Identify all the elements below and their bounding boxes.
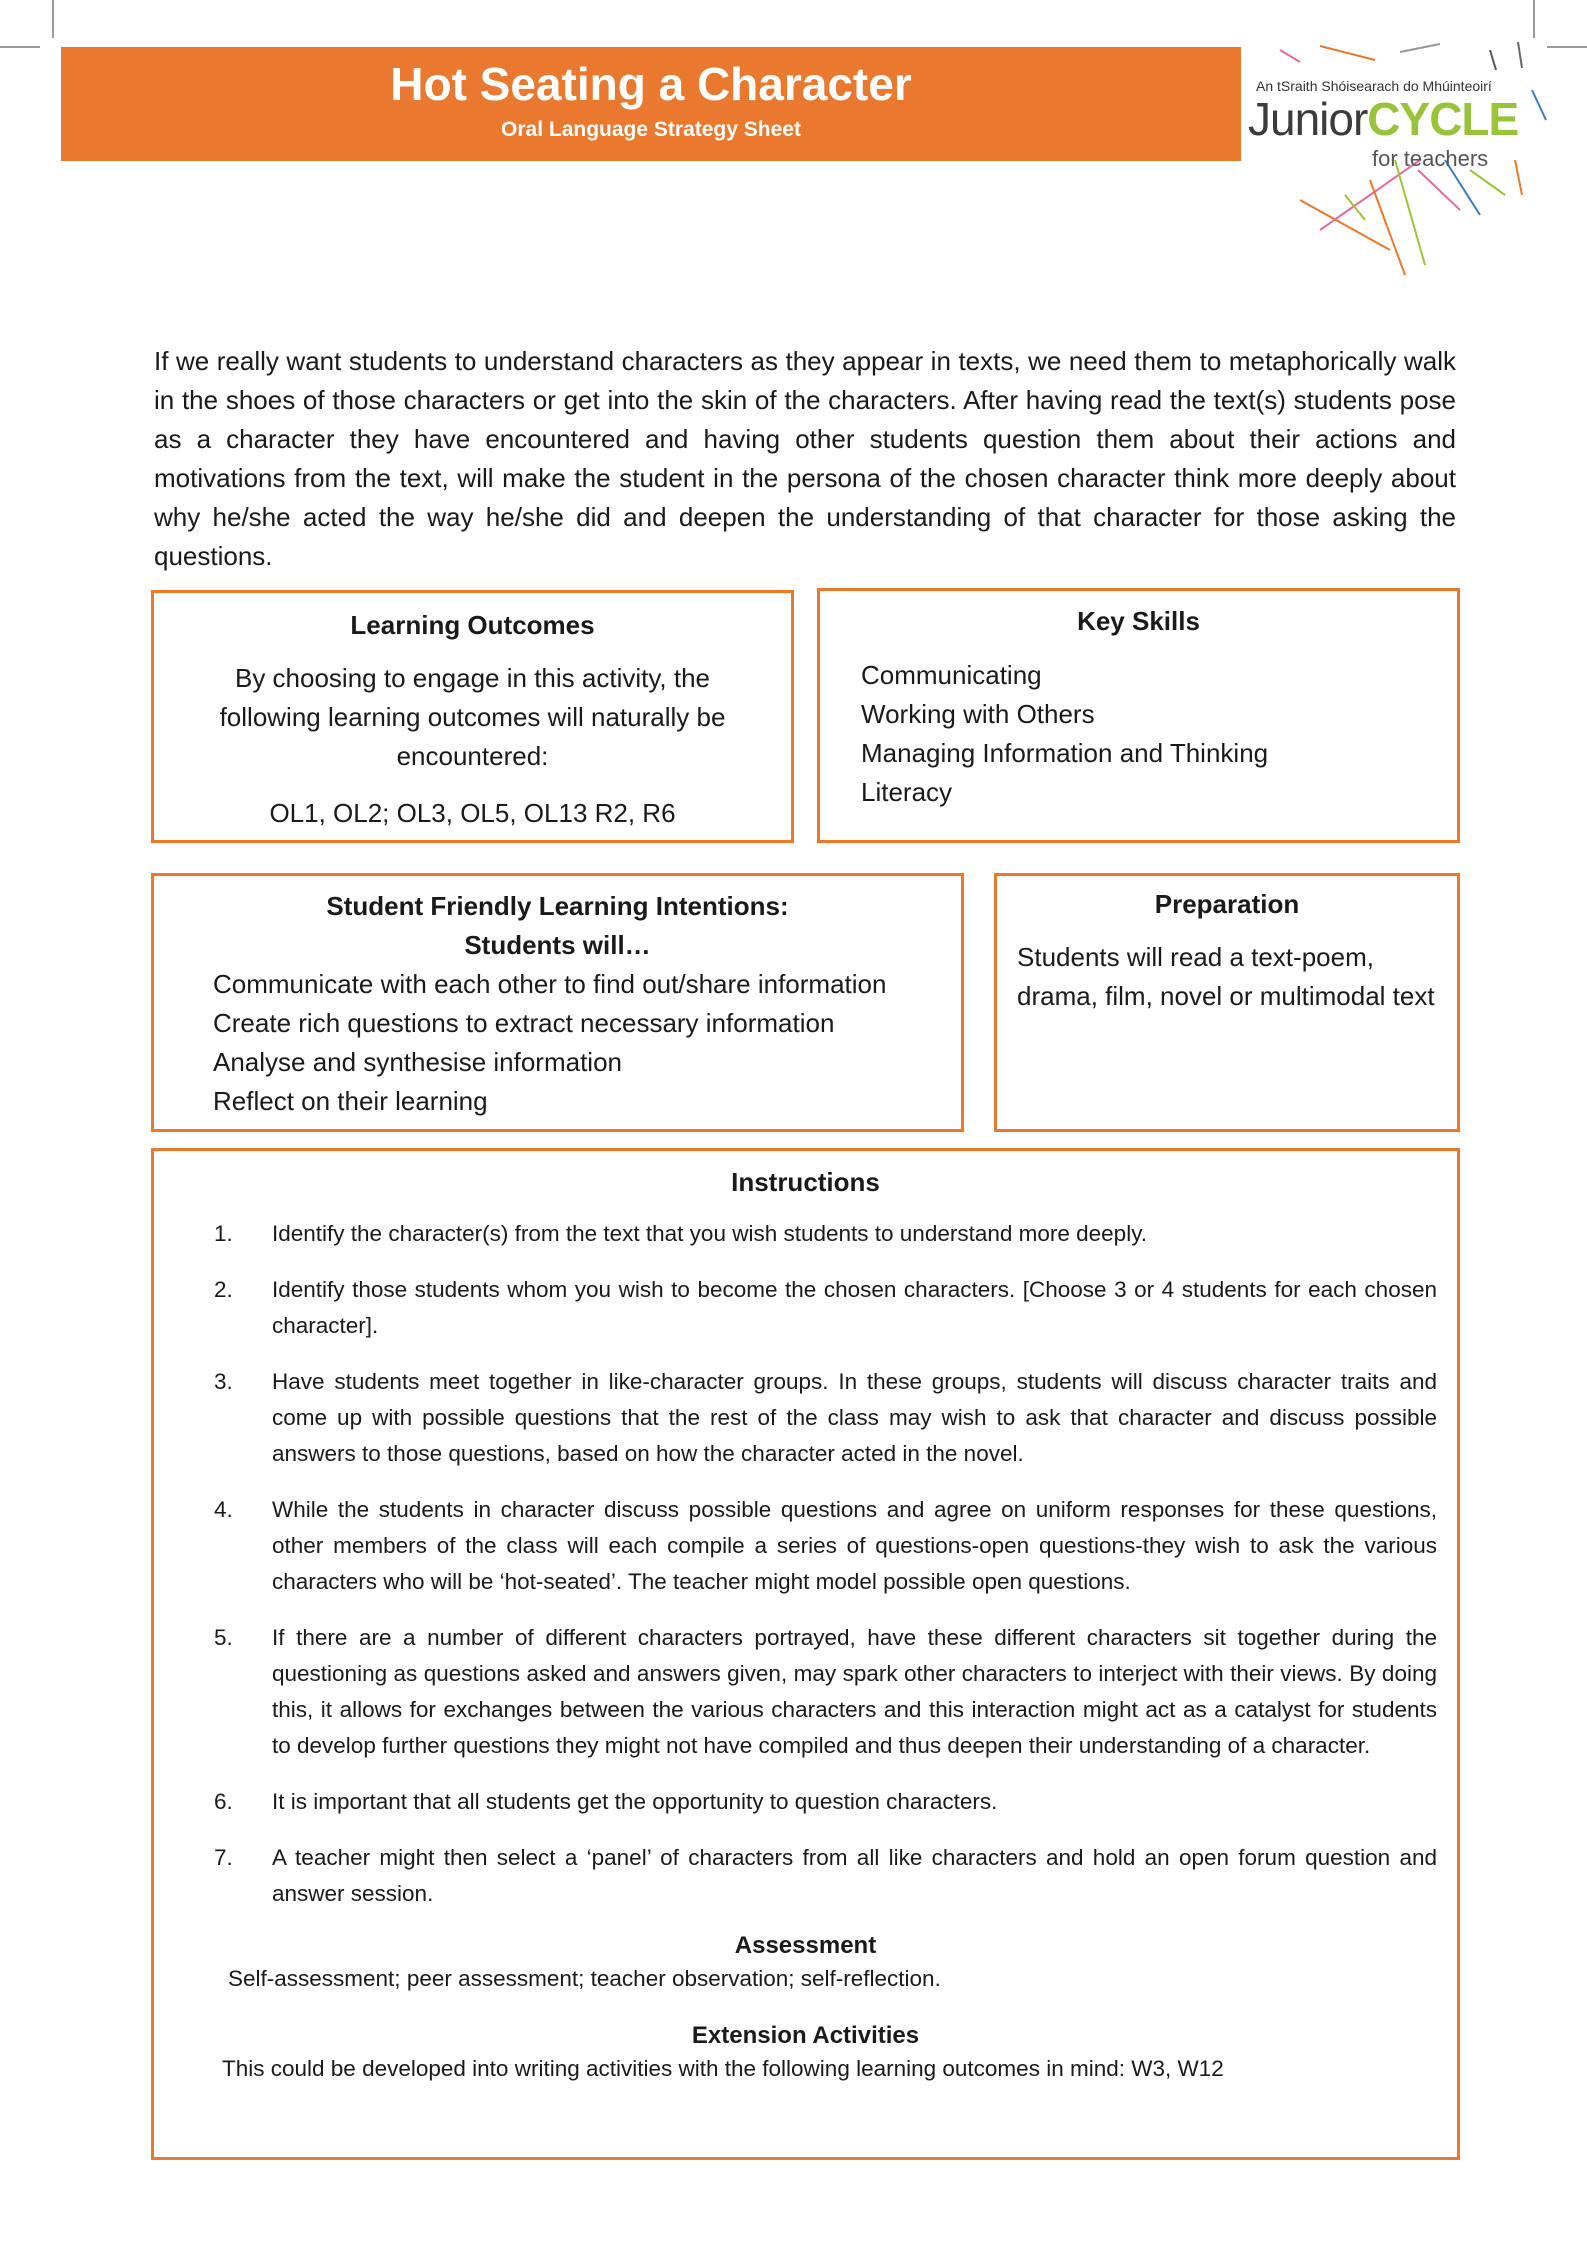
logo-cycle: CYCLE [1367,93,1519,145]
logo-tagline: An tSraith Shóisearach do Mhúinteoirí [1256,78,1492,94]
header-banner [61,47,1241,161]
intro-paragraph: If we really want students to understand characters as they appear in texts, we need them to metaphorically walk in the shoes of those characters or get into the skin of the characters. After having read the text(s) students pose as a character they have encountered and having other students question them about their actions and motivations from the text, will make the student in the persona of the chosen character think more deeply about why he/she acted the way he/she did and deepen the understanding of that character for those asking the questions. [154,346,1456,571]
step-text: It is important that all students get the opportunity to question characters. [272,1789,998,1814]
learning-intention-item: Reflect on their learning [213,1086,488,1116]
step-number: 3. [214,1369,233,1394]
logo-junior: Junior [1248,93,1368,145]
crop-mark [0,46,40,48]
key-skill-item: Working with Others [861,699,1095,729]
instructions-heading: Instructions [731,1167,880,1197]
step-number: 4. [214,1497,233,1522]
step-number: 2. [214,1277,233,1302]
step-text: If there are a number of different characters portrayed, have these different characters sit together during the questioning as questions asked and answers given, may spark other characters to interject with their views. By doing this, it allows for exchanges between the various characters and this interaction might act as a catalyst for students to develop further questions they might not have compiled and thus deepen their understanding of a character. [272,1625,1437,1758]
step-number: 7. [214,1845,233,1870]
logo-for-teachers: for teachers [1372,146,1489,171]
instruction-step [154,1840,1437,1912]
key-skills-heading: Key Skills [1077,606,1200,636]
step-text: Have students meet together in like-character groups. In these groups, students will discuss character traits and come up with possible questions that the rest of the class may wish to ask that character and discuss possible answers to those questions, based on how the character acted in the novel. [272,1369,1437,1466]
step-text: Identify the character(s) from the text that you wish students to understand more deeply. [272,1221,1148,1246]
step-number: 6. [214,1789,233,1814]
extension-heading: Extension Activities [691,2022,920,2049]
learning-intention-item: Communicate with each other to find out/share information [213,969,887,999]
learning-outcomes-box [151,590,794,843]
logo-lines-graphic [1160,20,1560,290]
step-number: 5. [214,1625,233,1650]
step-text: While the students in character discuss possible questions and agree on uniform responses for these questions, other members of the class will each compile a series of questions-open questions-they wish to ask the various characters who will be ‘hot-seated’. The teacher might model possible open questions. [272,1497,1437,1594]
key-skill-item: Communicating [861,660,1042,690]
learning-intentions-subheading: Students will… [464,930,651,960]
preparation-box [994,873,1460,1132]
assessment-body: Self-assessment; peer assessment; teacher observation; self-reflection. [228,1966,941,1991]
key-skill-item: Literacy [861,777,953,807]
instruction-step [154,1216,1437,1252]
step-number: 1. [214,1221,233,1246]
step-text: Identify those students whom you wish to become the chosen characters. [Choose 3 or 4 students for each chosen character]. [272,1277,1437,1338]
learning-outcomes-body: By choosing to engage in this activity, the following learning outcomes will naturally be encountered: [219,663,726,771]
instructions-box [151,1148,1460,2160]
learning-intentions-heading: Student Friendly Learning Intentions: [326,891,789,921]
key-skill-item: Managing Information and Thinking [861,738,1269,768]
page-subtitle: Oral Language Strategy Sheet [501,118,801,141]
page-title: Hot Seating a Character [390,58,912,110]
assessment-heading: Assessment [734,1932,877,1959]
crop-mark [52,0,54,38]
learning-outcomes-heading: Learning Outcomes [350,610,595,640]
learning-intention-item: Create rich questions to extract necessary information [213,1008,835,1038]
logo-wordmark [1248,92,1518,146]
instruction-step [154,1272,1437,1344]
instruction-step [154,1620,1437,1764]
learning-outcomes-codes: OL1, OL2; OL3, OL5, OL13 R2, R6 [269,798,676,828]
preparation-heading: Preparation [1154,889,1300,919]
preparation-body: Students will read a text-poem, drama, film, novel or multimodal text [1017,942,1435,1011]
key-skills-box [817,588,1460,843]
junior-cycle-logo [1160,20,1560,290]
learning-intentions-box [151,873,964,1132]
instruction-step [154,1364,1437,1472]
instruction-step [154,1492,1437,1600]
learning-intention-item: Analyse and synthesise information [213,1047,623,1077]
learning-intentions-list [213,965,961,1121]
key-skills-list [861,656,1457,812]
instructions-list [154,1216,1457,1912]
instruction-step [154,1784,1437,1820]
step-text: A teacher might then select a ‘panel’ of characters from all like characters and hold an open forum question and answer session. [272,1845,1437,1906]
extension-body: This could be developed into writing activities with the following learning outcomes in mind: W3, W12 [222,2056,1224,2081]
